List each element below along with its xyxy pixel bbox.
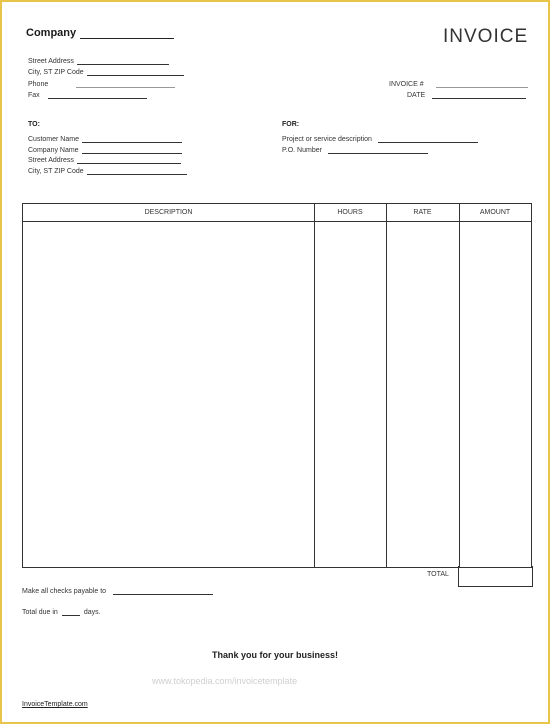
checks-payable-line: [113, 588, 213, 595]
rate-column-cells[interactable]: [387, 222, 458, 566]
bill-city-label: City, ST ZIP Code: [28, 168, 84, 175]
column-header-description: DESCRIPTION: [144, 209, 193, 216]
total-due-field[interactable]: [22, 609, 101, 616]
bill-street-field[interactable]: [28, 157, 181, 164]
sender-phone-field[interactable]: [28, 81, 175, 88]
bill-company-field[interactable]: [28, 147, 182, 154]
sender-street-label: Street Address: [28, 58, 74, 65]
sender-fax-label: Fax: [28, 92, 40, 99]
invoice-number-field[interactable]: [389, 81, 528, 88]
sender-street-field[interactable]: [28, 58, 169, 65]
table-header: [23, 204, 531, 222]
customer-name-line: [82, 136, 182, 143]
customer-name-label: Customer Name: [28, 136, 79, 143]
bill-street-line: [77, 157, 181, 164]
total-due-days-line: [62, 609, 80, 616]
sender-fax-field[interactable]: [28, 92, 147, 99]
invoice-number-label: INVOICE #: [389, 81, 424, 88]
total-amount-field[interactable]: [458, 566, 533, 587]
invoice-title: INVOICE: [443, 26, 529, 47]
date-label: DATE: [407, 92, 426, 99]
company-name-field[interactable]: [26, 27, 174, 39]
total-due-suffix: days.: [83, 609, 101, 616]
checks-payable-field[interactable]: [22, 588, 213, 595]
bill-city-field[interactable]: [28, 168, 187, 175]
date-line: [432, 92, 526, 99]
description-column-cells[interactable]: [23, 222, 313, 566]
invoice-number-line: [436, 81, 528, 88]
bill-street-label: Street Address: [28, 157, 74, 164]
project-description-label: Project or service description: [282, 136, 372, 143]
sender-city-field[interactable]: [28, 69, 184, 76]
total-due-prefix: Total due in: [22, 609, 58, 616]
bill-company-label: Company Name: [28, 147, 79, 154]
sender-fax-line: [48, 92, 147, 99]
po-number-line: [328, 147, 428, 154]
checks-payable-label: Make all checks payable to: [22, 588, 107, 595]
bill-company-line: [82, 147, 182, 154]
date-field[interactable]: [407, 92, 526, 99]
po-number-field[interactable]: [282, 147, 428, 154]
bill-city-line: [87, 168, 187, 175]
customer-name-field[interactable]: [28, 136, 182, 143]
po-number-label: P.O. Number: [282, 147, 322, 154]
sender-city-label: City, ST ZIP Code: [28, 69, 84, 76]
company-label: Company: [26, 27, 77, 39]
project-description-line: [378, 136, 478, 143]
amount-column-cells[interactable]: [460, 222, 530, 566]
template-source-link[interactable]: InvoiceTemplate.com: [22, 701, 88, 708]
column-header-hours: HOURS: [337, 209, 363, 216]
company-underline: [80, 30, 174, 39]
line-items-table: [22, 203, 532, 568]
sender-city-line: [87, 69, 184, 76]
for-heading: FOR:: [282, 121, 300, 128]
sender-phone-line: [76, 81, 175, 88]
thank-you-message: Thank you for your business!: [211, 650, 339, 660]
hours-column-cells[interactable]: [315, 222, 385, 566]
watermark-text: www.tokopedia.com/invoicetemplate: [152, 676, 298, 686]
column-header-rate: RATE: [413, 209, 432, 216]
bill-to-heading: TO:: [28, 121, 40, 128]
total-label: TOTAL: [427, 571, 449, 578]
sender-street-line: [77, 58, 169, 65]
sender-phone-label: Phone: [28, 81, 49, 88]
column-header-amount: AMOUNT: [479, 209, 511, 216]
project-description-field[interactable]: [282, 136, 478, 143]
